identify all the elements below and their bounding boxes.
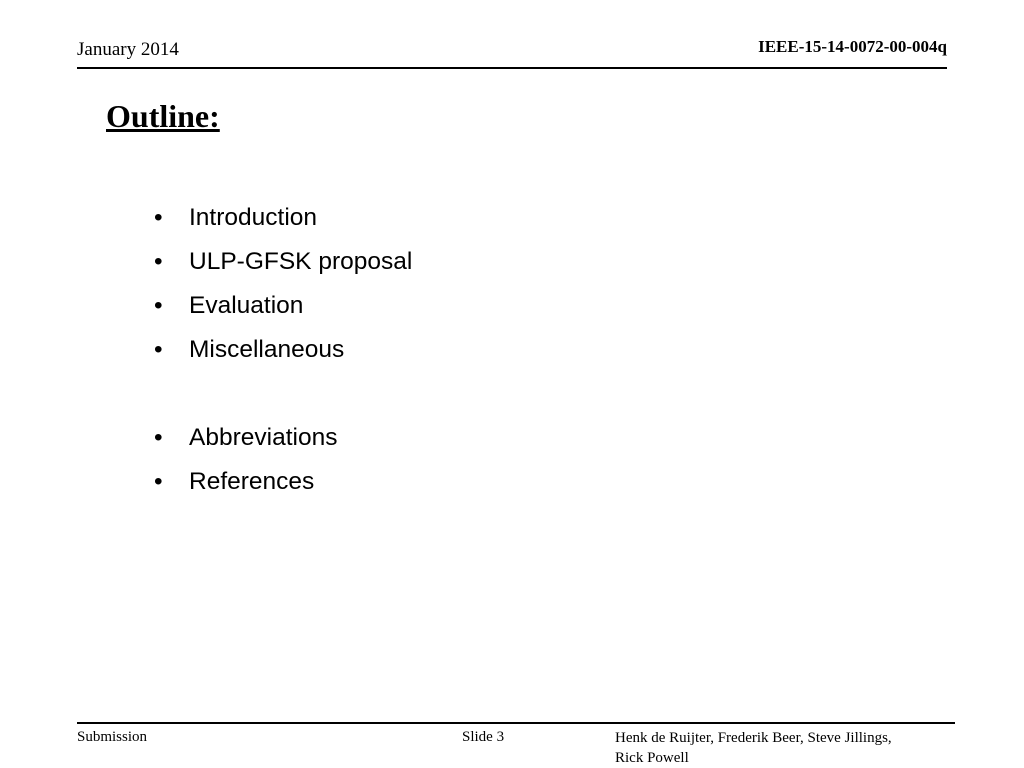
footer-authors-line: Rick Powell — [615, 750, 689, 766]
list-item-label: Miscellaneous — [189, 336, 345, 363]
list-item — [154, 196, 412, 240]
slide-title: Outline: — [106, 98, 220, 134]
bullet-icon: • — [154, 468, 163, 495]
footer-authors-line: Henk de Ruijter, Frederik Beer, Steve Jillings, — [615, 730, 892, 746]
bullet-icon: • — [154, 336, 163, 363]
bullet-icon: • — [154, 204, 163, 231]
footer-authors — [615, 728, 955, 768]
bullet-icon: • — [154, 292, 163, 319]
list-item — [154, 416, 412, 460]
header-date: January 2014 — [77, 39, 179, 60]
footer-submission: Submission — [77, 729, 148, 745]
list-item-label: ULP-GFSK proposal — [189, 248, 413, 275]
list-item — [154, 328, 412, 372]
list-item-label: Evaluation — [189, 292, 304, 319]
list-item-label: Abbreviations — [189, 424, 338, 451]
header-document-id: IEEE-15-14-0072-00-004q — [758, 37, 947, 56]
list-item-label: Introduction — [189, 204, 318, 231]
footer-slide-number: Slide 3 — [462, 729, 505, 745]
list-item — [154, 460, 412, 504]
bullet-icon: • — [154, 424, 163, 451]
bullet-icon: • — [154, 248, 163, 275]
list-item — [154, 284, 412, 328]
header-rule — [77, 67, 947, 69]
list-item-label: References — [189, 468, 315, 495]
outline-list — [154, 196, 412, 504]
footer-rule — [77, 722, 955, 724]
list-item — [154, 240, 412, 284]
